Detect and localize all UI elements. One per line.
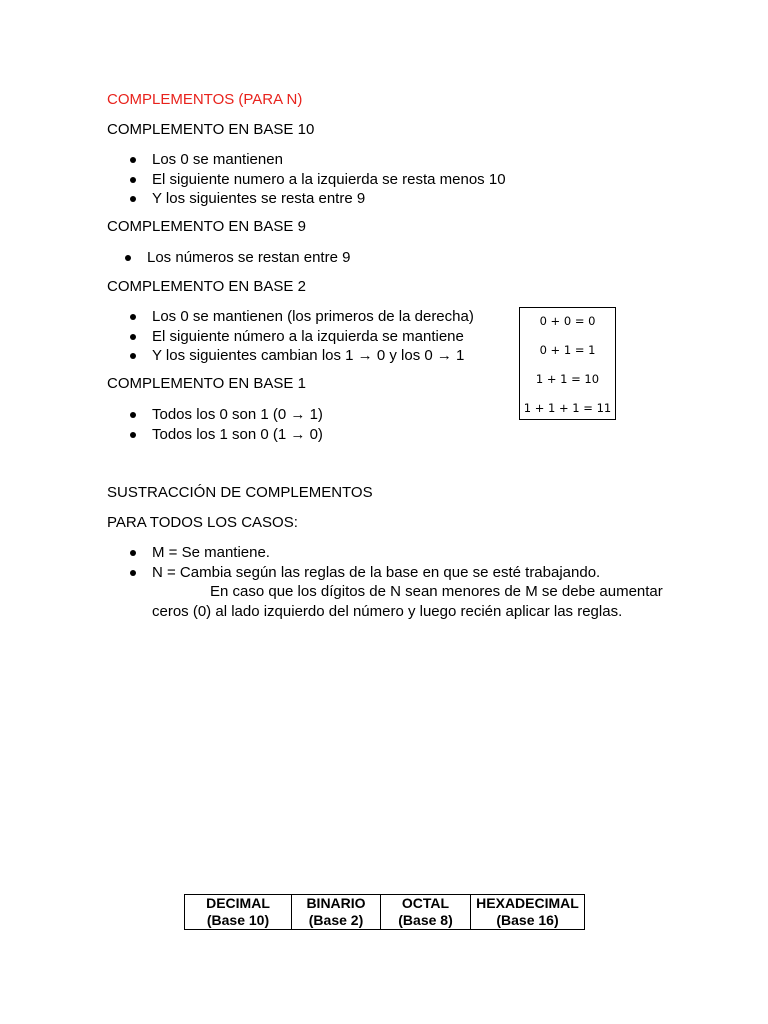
bullet-icon <box>130 353 136 359</box>
section-title-base2: COMPLEMENTO EN BASE 2 <box>107 278 306 295</box>
binary-sum-box <box>519 307 616 420</box>
number-bases-table <box>184 894 585 930</box>
bullet-icon <box>130 157 136 163</box>
table-cell-decimal: DECIMAL (Base 10) <box>185 895 292 930</box>
list-item: El siguiente número a la izquierda se mantiene <box>152 327 474 347</box>
bullet-icon <box>130 334 136 340</box>
binary-sum-row: 1 + 1 + 1 = 11 <box>523 401 612 415</box>
section-subtitle-casos: PARA TODOS LOS CASOS: <box>107 514 298 531</box>
table-cell-octal: OCTAL (Base 8) <box>381 895 471 930</box>
list-item: M = Se mantiene. <box>152 543 663 563</box>
list-item: Todos los 0 son 1 (0 → 1) <box>152 405 323 425</box>
binary-sum-row: 0 + 1 = 1 <box>539 343 596 357</box>
table-cell-binario: BINARIO (Base 2) <box>292 895 381 930</box>
list-item: Todos los 1 son 0 (1 → 0) <box>152 425 323 445</box>
bullet-icon <box>130 177 136 183</box>
list-item: Los 0 se mantienen (los primeros de la derecha) <box>152 307 474 327</box>
note-line: ceros (0) al lado izquierdo del número y luego recién aplicar las reglas. <box>152 602 623 620</box>
table-cell-hexadecimal: HEXADECIMAL (Base 16) <box>471 895 585 930</box>
list-sustraccion <box>152 543 663 621</box>
section-title-base10: COMPLEMENTO EN BASE 10 <box>107 121 315 138</box>
section-title-sustraccion: SUSTRACCIÓN DE COMPLEMENTOS <box>107 484 373 501</box>
bullet-icon <box>130 412 136 418</box>
list-item: Los 0 se mantienen <box>152 150 506 170</box>
bullet-icon <box>130 550 136 556</box>
bullet-icon <box>125 255 131 261</box>
list-item: Y los siguientes se resta entre 9 <box>152 189 506 209</box>
list-item: Los números se restan entre 9 <box>147 248 350 268</box>
list-item: Y los siguientes cambian los 1 → 0 y los 0 → 1 <box>152 346 474 366</box>
list-base2 <box>152 307 474 366</box>
list-item: El siguiente numero a la izquierda se resta menos 10 <box>152 170 506 190</box>
list-base1 <box>152 405 323 444</box>
binary-sum-row: 0 + 0 = 0 <box>539 314 596 328</box>
note-line: En caso que los dígitos de N sean menores de M se debe aumentar <box>210 583 663 601</box>
table-row <box>185 895 585 930</box>
bullet-icon <box>130 432 136 438</box>
bullet-icon <box>130 314 136 320</box>
section-title-base9: COMPLEMENTO EN BASE 9 <box>107 218 306 235</box>
section-title-base1: COMPLEMENTO EN BASE 1 <box>107 375 306 392</box>
list-item: N = Cambia según las reglas de la base en que se esté trabajando. <box>152 563 663 583</box>
binary-sum-row: 1 + 1 = 10 <box>535 372 600 386</box>
list-base9 <box>147 248 350 268</box>
bullet-icon <box>130 570 136 576</box>
page-heading: COMPLEMENTOS (PARA N) <box>107 91 303 108</box>
bullet-icon <box>130 196 136 202</box>
list-base10 <box>152 150 506 209</box>
